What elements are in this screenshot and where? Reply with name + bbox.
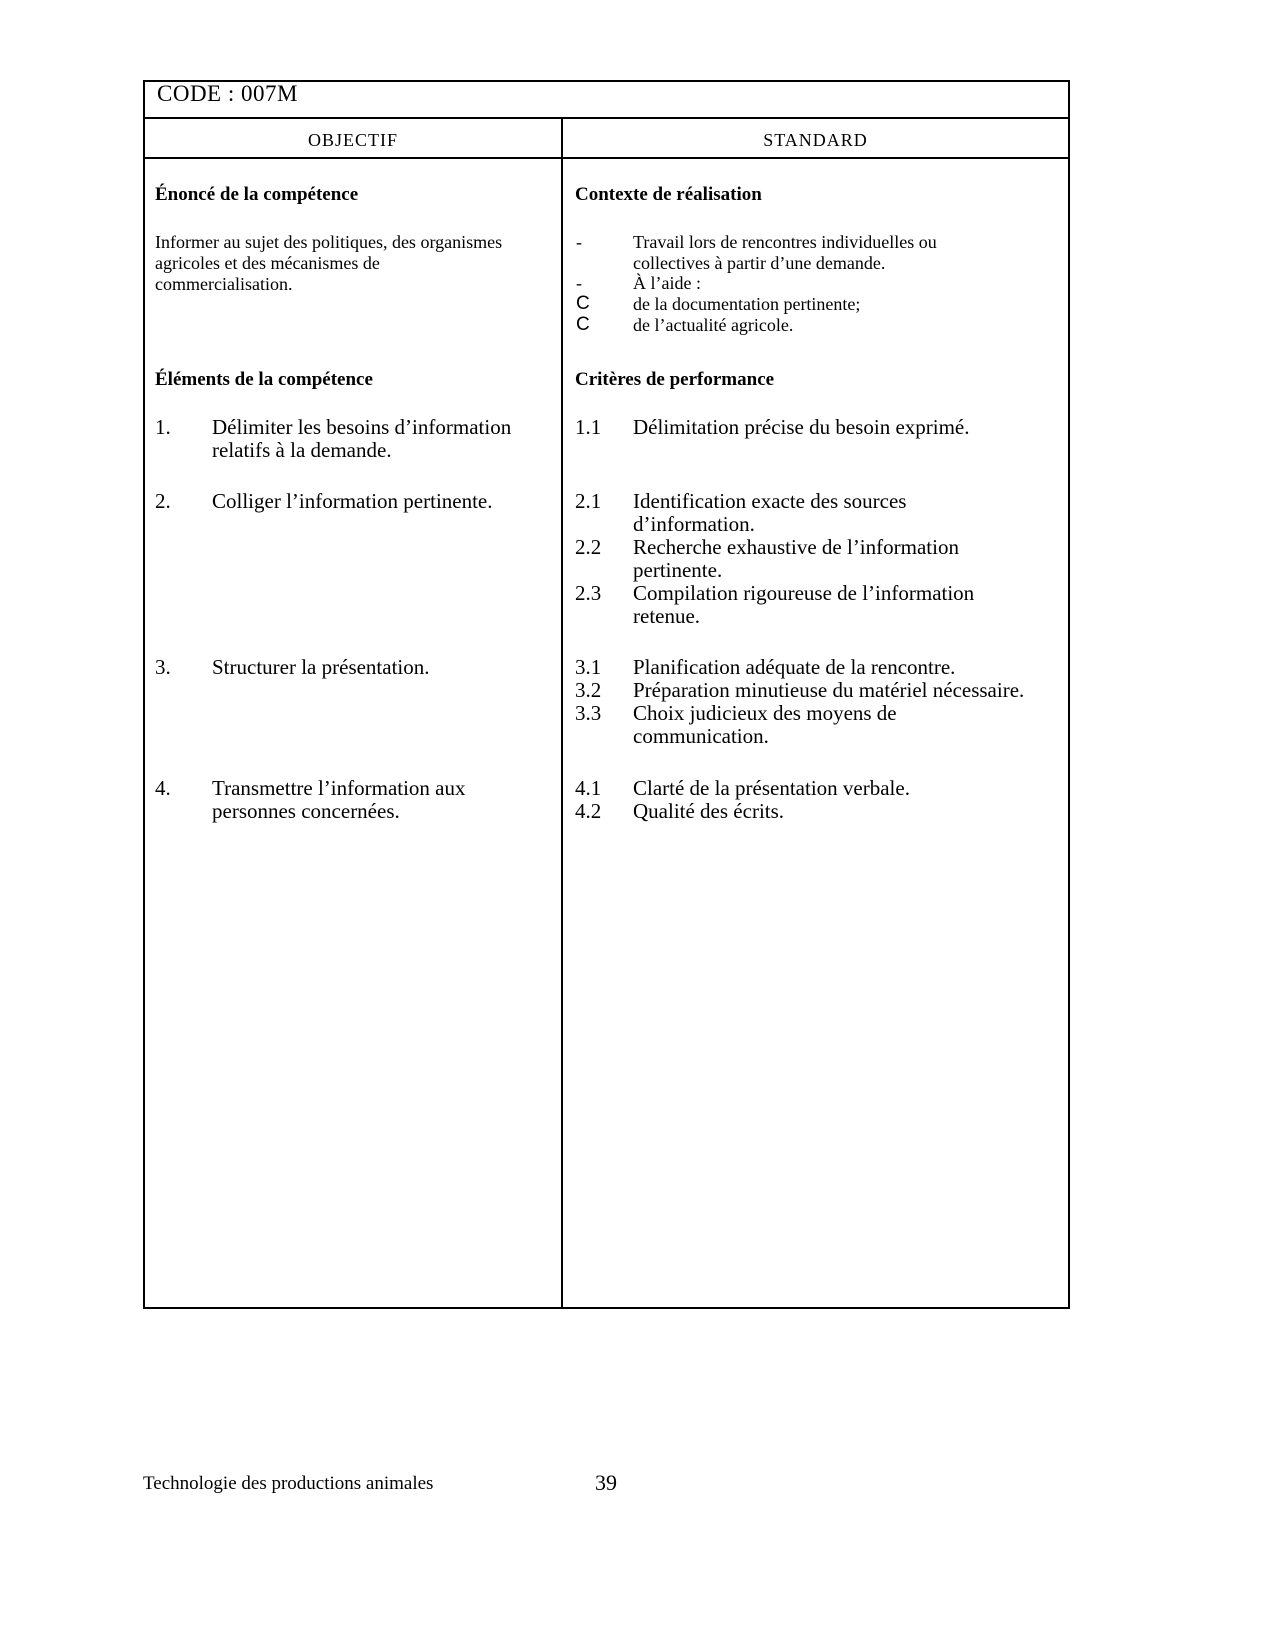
element-text: Délimiter les besoins d’information xyxy=(212,415,512,439)
dash-marker: - xyxy=(576,273,582,293)
context-title: Contexte de réalisation xyxy=(575,184,762,205)
element-text: Colliger l’information pertinente. xyxy=(212,489,493,513)
criteria-title: Critères de performance xyxy=(575,369,775,390)
page-number: 39 xyxy=(595,1470,617,1495)
criterion-number: 1.1 xyxy=(575,415,602,439)
element-number: 3. xyxy=(155,655,171,679)
divider xyxy=(143,157,1070,159)
statement-line: agricoles et des mécanismes de xyxy=(155,253,380,273)
elements-title: Éléments de la compétence xyxy=(155,369,373,390)
criterion-text: Préparation minutieuse du matériel nécessaire. xyxy=(633,678,1025,702)
criterion-text: Planification adéquate de la rencontre. xyxy=(633,655,956,679)
criterion-text: retenue. xyxy=(633,604,701,628)
criterion-text: d’information. xyxy=(633,512,755,536)
element-text: personnes concernées. xyxy=(212,799,400,823)
divider xyxy=(143,117,1070,119)
bullet-icon: C xyxy=(576,293,590,314)
criterion-text: Identification exacte des sources xyxy=(633,489,907,513)
element-text: Transmettre l’information aux xyxy=(212,776,466,800)
criterion-text: Recherche exhaustive de l’information xyxy=(633,535,959,559)
criterion-number: 3.3 xyxy=(575,701,602,725)
criterion-number: 2.2 xyxy=(575,535,602,559)
context-line: À l’aide : xyxy=(633,273,701,293)
criterion-text: communication. xyxy=(633,724,769,748)
criterion-text: Délimitation précise du besoin exprimé. xyxy=(633,415,970,439)
element-number: 2. xyxy=(155,489,171,513)
criterion-number: 3.2 xyxy=(575,678,602,702)
criterion-number: 4.2 xyxy=(575,799,602,823)
context-line: de l’actualité agricole. xyxy=(633,315,794,335)
element-text: Structurer la présentation. xyxy=(212,655,430,679)
statement-title: Énoncé de la compétence xyxy=(155,184,359,205)
criterion-text: Qualité des écrits. xyxy=(633,799,785,823)
element-text: relatifs à la demande. xyxy=(212,438,392,462)
criterion-number: 4.1 xyxy=(575,776,602,800)
criterion-number: 3.1 xyxy=(575,655,602,679)
context-line: collectives à partir d’une demande. xyxy=(633,253,886,273)
statement-line: commercialisation. xyxy=(155,274,293,294)
bullet-icon: C xyxy=(576,314,590,335)
criterion-text: Compilation rigoureuse de l’information xyxy=(633,581,975,605)
criterion-number: 2.3 xyxy=(575,581,602,605)
statement-line: Informer au sujet des politiques, des organismes xyxy=(155,232,503,252)
criterion-text: pertinente. xyxy=(633,558,723,582)
criterion-text: Choix judicieux des moyens de xyxy=(633,701,897,725)
element-number: 1. xyxy=(155,415,171,439)
footer-title: Technologie des productions animales xyxy=(143,1473,434,1494)
dash-marker: - xyxy=(576,232,582,252)
criterion-text: Clarté de la présentation verbale. xyxy=(633,776,910,800)
code-label: CODE : 007M xyxy=(157,81,298,106)
criterion-number: 2.1 xyxy=(575,489,602,513)
divider xyxy=(561,117,563,1307)
header-objectif: OBJECTIF xyxy=(307,130,398,150)
header-standard: STANDARD xyxy=(763,130,868,150)
element-number: 4. xyxy=(155,776,171,800)
context-line: Travail lors de rencontres individuelles ou xyxy=(633,232,937,252)
context-line: de la documentation pertinente; xyxy=(633,294,861,314)
